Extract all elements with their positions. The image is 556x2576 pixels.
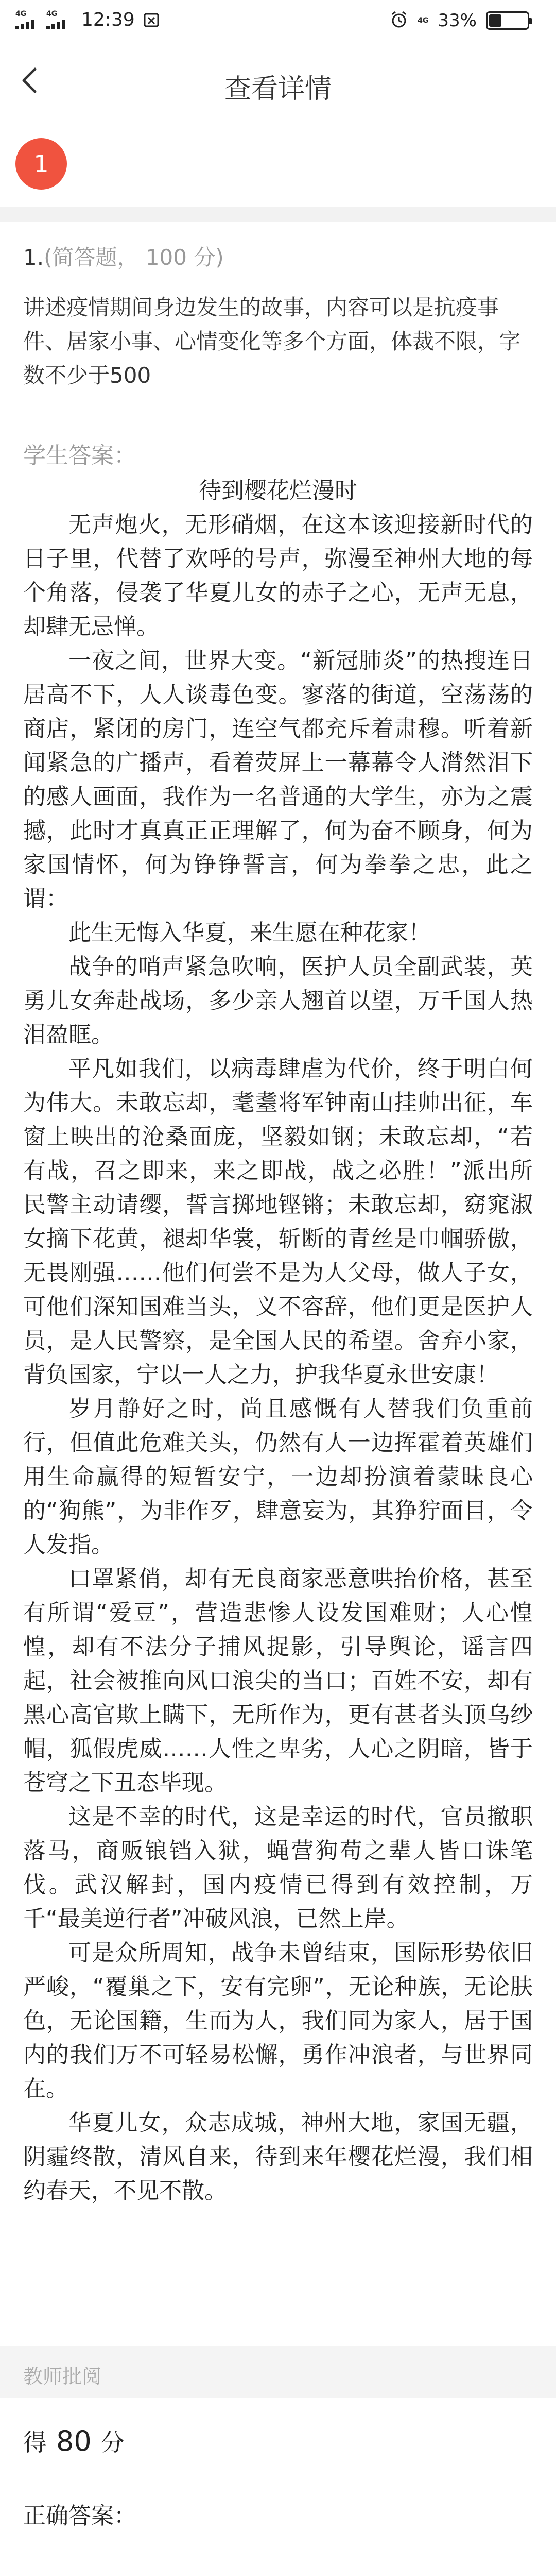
signal-icon: [46, 10, 74, 30]
page-title: 查看详情: [224, 74, 332, 105]
essay-paragraph: 口罩紧俏，却有无良商家恶意哄抬价格，甚至有所谓“爱豆”，营造悲惨人设发国难财；人心惶惶，却有不法分子捕风捉影，引导舆论，谣言四起，社会被推向风口浪尖的当口；百姓不安，却有黑心高官欺上瞒下，无所作为，更有甚者头顶乌纱帽，狐假虎威……人性之卑劣，人心之阴暗，皆于苍穹之下丑态毕现。: [23, 1566, 533, 1796]
teacher-review-label: 教师批阅: [23, 2365, 102, 2388]
question-number: 1.: [23, 245, 44, 270]
status-bar: [0, 0, 556, 45]
battery-level: [489, 14, 501, 27]
score-value: 80: [56, 2425, 92, 2458]
nav-bar: [0, 45, 556, 117]
network-type: 4G: [418, 16, 429, 25]
essay-paragraph: 战争的哨声紧急吹响，医护人员全副武装，英勇儿女奔赴战场，多少亲人翘首以望，万千国人热泪盈眶。: [23, 954, 533, 1048]
essay-paragraph: 华夏儿女，众志成城，神州大地，家国无疆，阴霾终散，清风自来，待到来年樱花烂漫，我们相约春天，不见不散。: [23, 2110, 533, 2204]
status-time: 12:39: [81, 9, 135, 30]
question-text: 讲述疫情期间身边发生的故事，内容可以是抗疫事件、居家小事、心情变化等多个方面，体裁不限，字数不少于500: [23, 295, 521, 388]
essay-title: 待到樱花烂漫时: [199, 478, 357, 504]
student-answer-essay: [23, 474, 533, 2208]
signal-1-label: 4G: [15, 9, 27, 18]
question-index-row: [0, 120, 556, 207]
essay-paragraph: 一夜之间，世界大变。“新冠肺炎”的热搜连日居高不下，人人谈毒色变。寥落的街道，空荡荡的商店，紧闭的房门，连空气都充斥着肃穆。听着新闻紧急的广播声，看着荧屏上一幕幕令人潸然泪下的感人画面，我作为一名普通的大学生，亦为之震撼，此时才真真正正理解了，何为奋不顾身，何为家国情怀，何为铮铮誓言，何为拳拳之忠，此之谓：: [23, 648, 533, 912]
alarm-icon: [390, 10, 408, 31]
question-meta: (简答题， 100 分): [44, 245, 224, 270]
score-prefix: 得: [23, 2429, 47, 2456]
question-header: [23, 242, 533, 273]
signal-2-label: 4G: [46, 9, 58, 18]
essay-paragraph: 这是不幸的时代，这是幸运的时代，官员撤职落马，商贩锒铛入狱，蝇营狗苟之辈人皆口诛笔伐。武汉解封，国内疫情已得到有效控制，万千“最美逆行者”冲破风浪，已然上岸。: [23, 1804, 533, 1932]
battery-percent: 33%: [438, 10, 477, 31]
teacher-review-header: [0, 2346, 556, 2398]
signal-icon: [15, 10, 43, 30]
student-answer-label: 学生答案：: [23, 443, 136, 469]
question-number-badge[interactable]: 1: [15, 138, 67, 190]
correct-answer-label: 正确答案：: [23, 2503, 136, 2529]
no-sim-icon: [143, 12, 160, 28]
battery-icon: [486, 11, 529, 30]
essay-paragraph: 无声炮火，无形硝烟，在这本该迎接新时代的日子里，代替了欢呼的号声，弥漫至神州大地的每个角落，侵袭了华夏儿女的赤子之心，无声无息，却肆无忌惮。: [23, 512, 533, 640]
essay-paragraph: 平凡如我们，以病毒肆虐为代价，终于明白何为伟大。未敢忘却，耄耋将军钟南山挂帅出征，车窗上映出的沧桑面庞，坚毅如钢；未敢忘却，“若有战，召之即来，来之即战，战之必胜！”派出所民警主动请缨，誓言掷地铿锵；未敢忘却，窈窕淑女摘下花黄，褪却华裳，斩断的青丝是巾帼骄傲，无畏刚强……他们何尝不是为人父母，做人子女，可他们深知国难当头，义不容辞，他们更是医护人员，是人民警察，是全国人民的希望。舍弃小家，背负国家，宁以一人之力，护我华夏永世安康！: [23, 1056, 533, 1388]
essay-paragraph: 可是众所周知，战争未曾结束，国际形势依旧严峻，“覆巢之下，安有完卵”，无论种族，无论肤色，无论国籍，生而为人，我们同为家人，居于国内的我们万不可轻易松懈，勇作冲浪者，与世界同在。: [23, 1940, 533, 2102]
score-unit: 分: [100, 2429, 125, 2456]
score-line: [23, 2424, 125, 2458]
section-divider: [0, 207, 556, 222]
question-block: [23, 242, 533, 393]
essay-paragraph: 岁月静好之时，尚且感慨有人替我们负重前行，但值此危难关头，仍然有人一边挥霍着英雄们用生命赢得的短暂安宁，一边却扮演着蒙昧良心的“狗熊”，为非作歹，肆意妄为，其狰狞面目，令人发指。: [23, 1396, 533, 1558]
essay-paragraph: 此生无悔入华夏，来生愿在种花家！: [68, 920, 431, 946]
